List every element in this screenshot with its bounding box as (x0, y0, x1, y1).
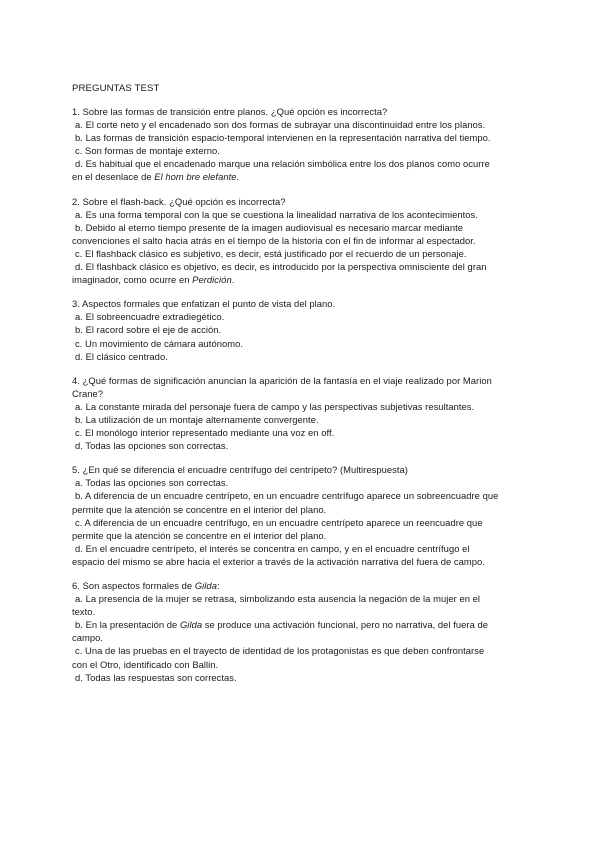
document-page (72, 82, 532, 695)
answer-option (72, 618, 532, 631)
answer-option: b. A diferencia de un encuadre centrípeto, en un encuadre centrífugo aparece un sobreencuadre que (75, 490, 499, 502)
answer-option: c. Una de las pruebas en el trayecto de identidad de los protagonistas es que deben confrontarse (75, 645, 485, 657)
answer-option: a. Todas las opciones son correctas. (75, 477, 229, 489)
text-line: con el Otro, identificado con Ballin. (72, 658, 219, 670)
text-fragment: . (231, 274, 235, 286)
question-text: 3. Aspectos formales que enfatizan el punto de vista del plano. (72, 298, 336, 310)
text-fragment: . (236, 171, 240, 183)
question-text: 5. ¿En qué se diferencia el encuadre centrífugo del centrípeto? (Multirespuesta) (72, 464, 408, 476)
answer-option: d. Es habitual que el encadenado marque una relación simbólica entre los dos planos como ocurre (75, 158, 490, 170)
italic-title: Perdición (192, 274, 232, 286)
question-5 (72, 463, 532, 568)
question-6 (72, 579, 532, 684)
question-1 (72, 105, 532, 184)
text-line: Crane? (72, 387, 104, 399)
answer-option: a. El sobreencuadre extradiegético. (75, 311, 225, 323)
answer-option: d. El flashback clásico es objetivo, es decir, es introducido por la perspectiva omnisciente del gran (75, 261, 487, 273)
text-fragment: b. En la presentación de (75, 619, 180, 631)
answer-option: b. La utilización de un montaje alternamente convergente. (75, 413, 319, 425)
question-2 (72, 195, 532, 287)
text-line: espacio del mismo se abre hacia el exterior a través de la activación narrativa del fuera de campo. (72, 555, 485, 567)
document-title: PREGUNTAS TEST (72, 83, 160, 94)
answer-option: a. El corte neto y el encadenado son dos formas de subrayar una discontinuidad entre los planos. (75, 119, 486, 131)
text-line (72, 273, 532, 286)
answer-option: d. Todas las respuestas son correctas. (75, 671, 237, 683)
italic-title: Gilda (194, 580, 217, 591)
question-text: 4. ¿Qué formas de significación anuncian la aparición de la fantasía en el viaje realizado por Marion (72, 374, 492, 386)
answer-option: b. El racord sobre el eje de acción. (75, 324, 222, 336)
answer-option: b. Las formas de transición espacio-temporal intervienen en la representación narrativa del tiempo. (75, 132, 491, 144)
answer-option: b. Debido al eterno tiempo presente de la imagen audiovisual es necesario marcar mediante (75, 221, 464, 233)
answer-option: d. En el encuadre centrípeto, el interés se concentra en campo, y en el encuadre centrífugo el (75, 542, 470, 554)
answer-option: c. El flashback clásico es subjetivo, es decir, está justificado por el recuerdo de un personaje. (75, 247, 467, 259)
answer-option: c. A diferencia de un encuadre centrífugo, en un encuadre centrípeto aparece un reencuadre que (75, 516, 483, 528)
text-line: permite que la atención se concentre en el interior del plano. (72, 503, 327, 515)
answer-option: a. Es una forma temporal con la que se cuestiona la linealidad narrativa de los acontecimientos. (75, 208, 478, 220)
question-text: 1. Sobre las formas de transición entre planos. ¿Qué opción es incorrecta? (72, 106, 388, 117)
question-4 (72, 374, 532, 453)
answer-option: c. Un movimiento de cámara autónomo. (75, 337, 244, 349)
text-line: texto. (72, 606, 96, 618)
answer-option: d. El clásico centrado. (75, 350, 168, 362)
answer-option: c. El monólogo interior representado mediante una voz en off. (75, 427, 335, 439)
text-line: convenciones el salto hacia atrás en el tiempo de la historia con el fin de informar al espectador. (72, 234, 476, 246)
text-line: permite que la atención se concentre en el interior del plano. (72, 529, 327, 541)
question-text (72, 579, 532, 592)
text-line: campo. (72, 632, 104, 644)
answer-option: a. La presencia de la mujer se retrasa, simbolizando esta ausencia la negación de la mujer en el (75, 593, 481, 605)
italic-title: Gilda (179, 619, 203, 631)
answer-option: a. La constante mirada del personaje fuera de campo y las perspectivas subjetivas resultantes. (75, 400, 475, 412)
text-fragment: : (216, 580, 220, 591)
text-fragment: 6. Son aspectos formales de (72, 580, 195, 591)
question-text: 2. Sobre el flash-back. ¿Qué opción es incorrecta? (72, 195, 286, 207)
text-fragment: imaginador, como ocurre en (72, 274, 193, 286)
italic-title: El hom bre elefante (154, 171, 237, 183)
text-fragment: en el desenlace de (72, 171, 155, 183)
text-line (72, 170, 532, 183)
questions-list (72, 105, 532, 684)
text-fragment: se produce una activación funcional, pero no narrativa, del fuera de (202, 619, 489, 631)
answer-option: c. Son formas de montaje externo. (75, 145, 220, 157)
answer-option: d. Todas las opciones son correctas. (75, 440, 229, 452)
question-3 (72, 297, 532, 362)
